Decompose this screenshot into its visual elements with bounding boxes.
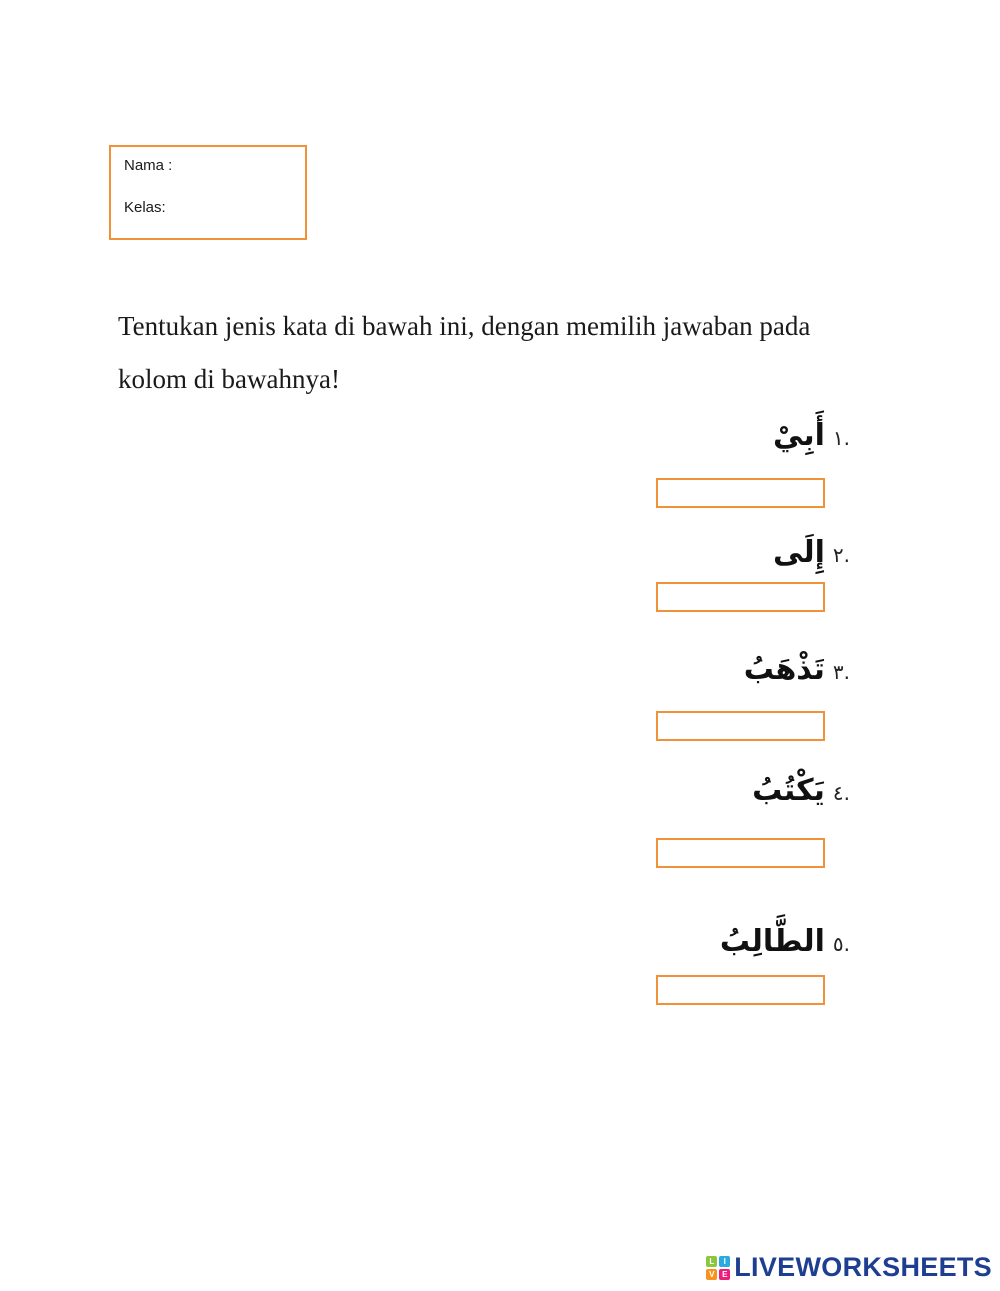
question-word: تَذْهَبُ xyxy=(743,652,825,687)
brand-name: LIVEWORKSHEETS xyxy=(734,1252,992,1282)
question-2 xyxy=(773,535,850,570)
name-label: Nama : xyxy=(124,157,173,174)
logo-letter: V xyxy=(706,1269,717,1280)
instruction-text: Tentukan jenis kata di bawah ini, dengan memilih jawaban pada kolom di bawahnya! xyxy=(118,311,811,394)
question-1 xyxy=(773,418,850,453)
logo-letter: L xyxy=(706,1256,717,1267)
question-number: .٥ xyxy=(832,932,850,956)
question-word: إِلَى xyxy=(772,535,825,570)
question-word: أَبِيْ xyxy=(772,418,825,453)
student-info-box xyxy=(109,145,307,240)
question-word: يَكْتُبُ xyxy=(752,773,825,808)
question-4 xyxy=(752,773,850,808)
logo-letter: I xyxy=(719,1256,730,1267)
answer-input-2[interactable] xyxy=(656,582,825,612)
liveworksheets-brand[interactable] xyxy=(706,1252,992,1283)
class-label: Kelas: xyxy=(124,199,166,216)
question-number: .٣ xyxy=(832,660,850,684)
liveworksheets-logo-icon xyxy=(706,1256,730,1280)
question-number: .١ xyxy=(832,426,850,450)
question-word: الطَّالِبُ xyxy=(719,924,825,959)
question-number: .٤ xyxy=(832,781,850,805)
answer-input-5[interactable] xyxy=(656,975,825,1005)
answer-input-4[interactable] xyxy=(656,838,825,868)
answer-input-3[interactable] xyxy=(656,711,825,741)
logo-letter: E xyxy=(719,1269,730,1280)
question-3 xyxy=(744,652,850,687)
question-5 xyxy=(720,924,850,959)
question-number: .٢ xyxy=(832,543,850,567)
answer-input-1[interactable] xyxy=(656,478,825,508)
